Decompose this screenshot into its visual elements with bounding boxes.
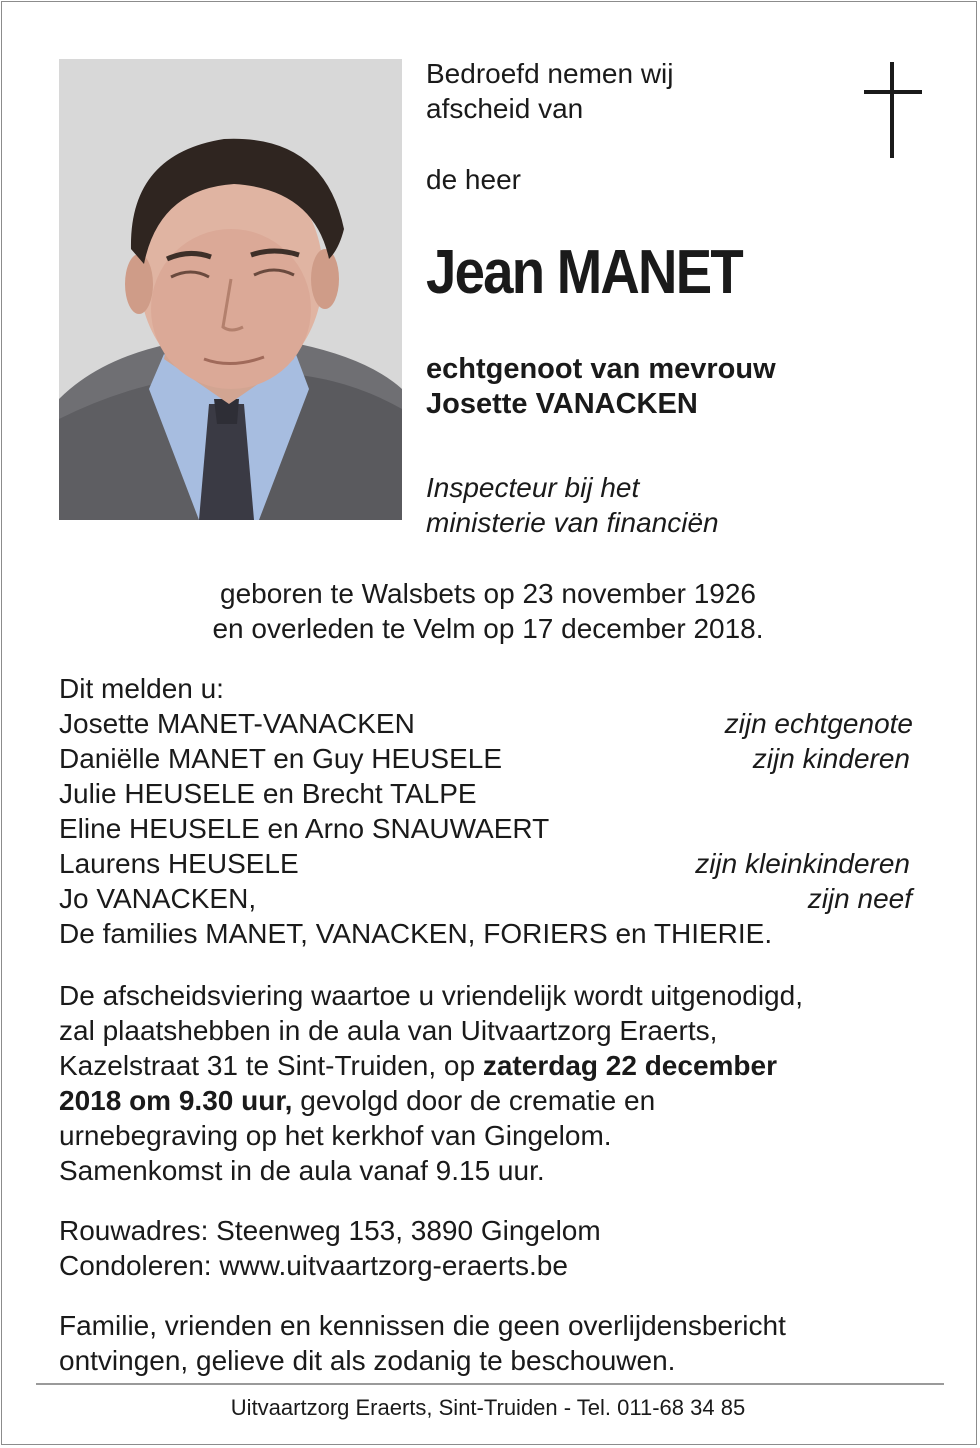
- spouse-line: echtgenoot van mevrouw: [426, 353, 776, 385]
- birth-line: geboren te Walsbets op 23 november 1926: [220, 578, 756, 609]
- cross-icon: [864, 62, 922, 158]
- intro-line: Bedroefd nemen wij: [426, 58, 674, 89]
- death-line: en overleden te Velm op 17 december 2018.: [212, 613, 764, 644]
- announcer-name: Julie HEUSELE en Brecht TALPE: [59, 778, 477, 809]
- footer-divider: [36, 1383, 944, 1385]
- spouse-info: [426, 352, 776, 422]
- ceremony-location: Kazelstraat 31 te Sint-Truiden, op: [59, 1050, 483, 1081]
- intro-text: [426, 56, 673, 126]
- occupation: [426, 470, 719, 540]
- announcer-row: [59, 706, 913, 741]
- ceremony-line: [59, 1083, 803, 1118]
- ceremony-line: urnebegraving op het kerkhof van Gingelom.: [59, 1120, 612, 1151]
- announcer-row: [59, 741, 913, 776]
- ceremony-details: [59, 978, 803, 1188]
- ceremony-date: zaterdag 22 december: [482, 1050, 777, 1081]
- ceremony-line: Samenkomst in de aula vanaf 9.15 uur.: [59, 1155, 545, 1186]
- announcer-relation: zijn echtgenote: [724, 708, 913, 739]
- announcer-row: [59, 846, 913, 881]
- portrait-photo: [59, 59, 402, 520]
- announcer-relation: zijn kinderen: [752, 743, 910, 774]
- announcer-name: De families MANET, VANACKEN, FORIERS en THIERIE.: [59, 918, 773, 949]
- ceremony-line: zal plaatshebben in de aula van Uitvaartzorg Eraerts,: [59, 1015, 718, 1046]
- funeral-home-footer: Uitvaartzorg Eraerts, Sint-Truiden - Tel. 011-68 34 85: [230, 1395, 746, 1420]
- announcers-heading: Dit melden u:: [59, 673, 224, 704]
- ceremony-time: 2018 om 9.30 uur,: [59, 1085, 293, 1116]
- closing-line: Familie, vrienden en kennissen die geen overlijdensbericht: [59, 1310, 786, 1341]
- spouse-line: Josette VANACKEN: [426, 388, 698, 420]
- announcer-row: [59, 881, 913, 916]
- occupation-line: ministerie van financiën: [426, 507, 719, 538]
- deceased-name: Jean MANET: [426, 238, 742, 307]
- life-dates: [0, 576, 976, 646]
- occupation-line: Inspecteur bij het: [426, 472, 640, 503]
- announcer-row: [59, 776, 913, 811]
- announcer-name: Laurens HEUSELE: [59, 848, 299, 879]
- announcer-name: Josette MANET-VANACKEN: [59, 708, 415, 739]
- announcer-name: Eline HEUSELE en Arno SNAUWAERT: [59, 813, 550, 844]
- contact-info: [59, 1213, 601, 1283]
- condolence-website: Condoleren: www.uitvaartzorg-eraerts.be: [59, 1250, 568, 1281]
- announcer-relation: zijn neef: [807, 883, 912, 914]
- announcer-name: Jo VANACKEN,: [59, 883, 257, 914]
- ceremony-line: [59, 1048, 803, 1083]
- ceremony-line: De afscheidsviering waartoe u vriendelijk wordt uitgenodigd,: [59, 980, 803, 1011]
- announcer-row: [59, 811, 913, 846]
- announcer-row: [59, 916, 913, 951]
- closing-note: [59, 1308, 786, 1378]
- announcer-name: Daniëlle MANET en Guy HEUSELE: [59, 743, 502, 774]
- honorific: de heer: [426, 164, 521, 195]
- mourning-address: Rouwadres: Steenweg 153, 3890 Gingelom: [59, 1215, 601, 1246]
- closing-line: ontvingen, gelieve dit als zodanig te beschouwen.: [59, 1345, 676, 1376]
- ceremony-followup: gevolgd door de crematie en: [292, 1085, 656, 1116]
- announcer-relation: zijn kleinkinderen: [695, 848, 910, 879]
- intro-line: afscheid van: [426, 93, 584, 124]
